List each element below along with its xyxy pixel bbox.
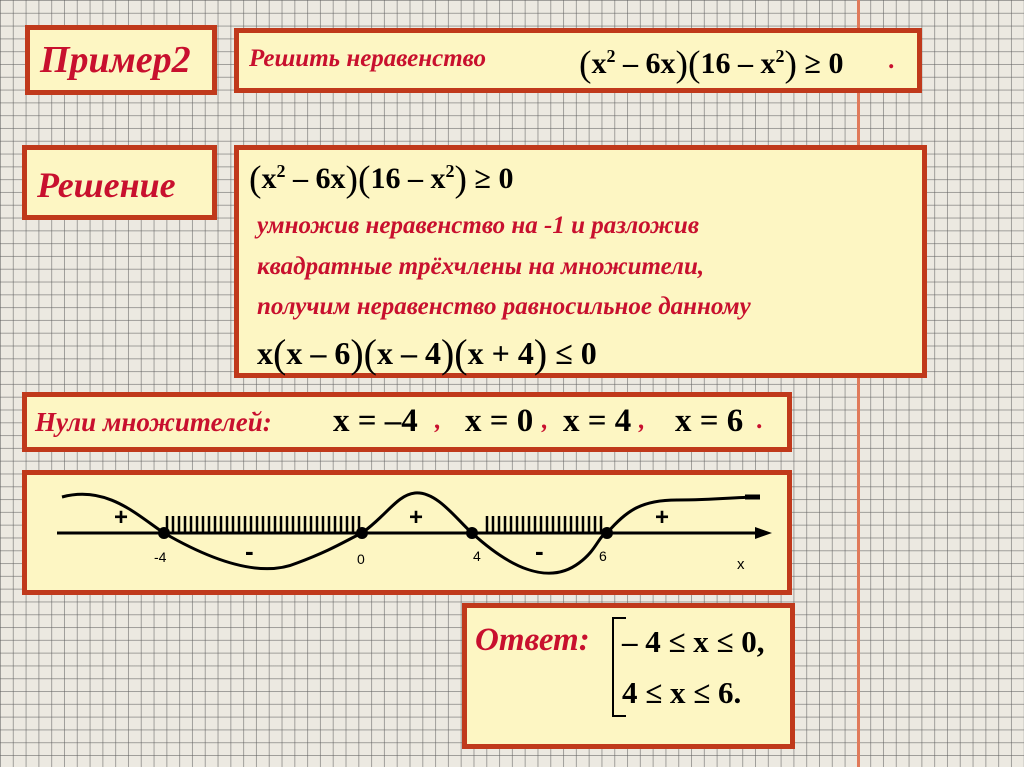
zero-sep-1: , <box>435 407 442 434</box>
zero-sep-3: , <box>639 407 646 434</box>
hatch-right <box>487 516 601 533</box>
sign-4: - <box>535 536 544 566</box>
point-4 <box>466 527 478 539</box>
explanation-line-1: умножив неравенство на -1 и разложив <box>257 212 700 239</box>
sign-5: + <box>655 504 670 531</box>
explanation-line-2: квадратные трёхчлены на множители, <box>257 253 705 280</box>
sign-3: + <box>409 504 424 531</box>
point-0 <box>356 527 368 539</box>
sign-chart-box <box>22 470 792 595</box>
example-title: Пример2 <box>40 39 191 81</box>
zeros-box <box>22 392 792 452</box>
task-text: Решить неравенство <box>249 45 487 72</box>
zero-sep-2: , <box>542 407 549 434</box>
solution-title: Решение <box>37 165 176 205</box>
zero-value-1: x = –4 <box>333 403 418 439</box>
axis-label-x: x <box>737 556 745 573</box>
answer-line-1: – 4 ≤ x ≤ 0, <box>622 624 765 659</box>
task-inequality: $(x^2 - 6x)(16 - x^2) \ge 0$ <box>579 44 844 85</box>
tick-label-4: 4 <box>473 548 481 564</box>
tick-label-6: 6 <box>599 548 607 564</box>
zero-value-4: x = 6 <box>675 403 744 439</box>
example-box <box>25 25 217 95</box>
zero-value-3: x = 4 <box>563 403 632 439</box>
task-box <box>234 28 922 93</box>
sign-chart <box>27 475 787 590</box>
zero-value-2: x = 0 <box>465 403 534 439</box>
point-minus-4 <box>158 527 170 539</box>
solution-label-box <box>22 145 217 220</box>
zero-sep-4: . <box>757 407 764 434</box>
axis-arrowhead <box>755 527 772 539</box>
sign-1: + <box>114 504 129 531</box>
tick-label-0: 0 <box>357 551 365 567</box>
margin-line <box>857 0 860 767</box>
answer-line-2: 4 ≤ x ≤ 6. <box>622 675 742 710</box>
solution-box <box>234 145 927 378</box>
hatch-left <box>167 516 359 533</box>
point-6 <box>601 527 613 539</box>
task-dot: . <box>889 47 896 74</box>
sign-2: - <box>245 536 254 566</box>
explanation-line-3: получим неравенство равносильное данному <box>257 293 751 320</box>
zeros-label: Нули множителей: <box>35 407 272 437</box>
tick-label-minus-4: -4 <box>154 549 167 565</box>
solution-inequality: $(x^2 - 6x)(16 - x^2) \ge 0$ <box>249 159 514 200</box>
factored-inequality: x(x – 6)(x – 4)(x + 4) ≤ 0 <box>257 331 597 376</box>
answer-label: Ответ: <box>475 622 590 658</box>
